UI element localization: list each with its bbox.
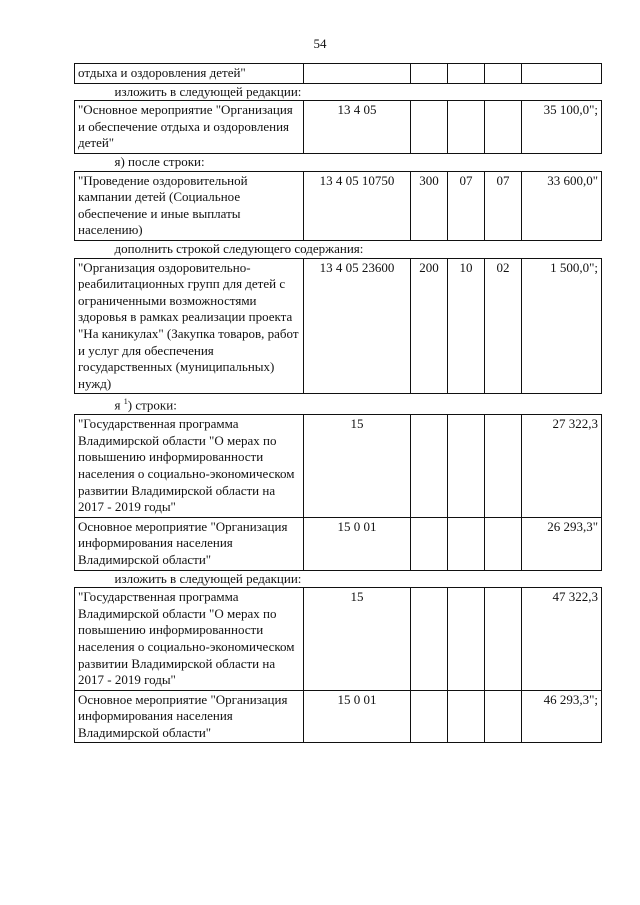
row-code: 13 4 05 10750: [304, 171, 411, 240]
row-col3: [485, 517, 522, 570]
row-code: 15: [304, 415, 411, 518]
row-col1: [411, 101, 448, 154]
row-name: "Государственная программа Владимирской области "О мерах по повышению информированности населения о социально-экономическом развитии Владимирской области на 2017 - 2019 годы": [75, 415, 304, 518]
instruction-text: я) после строки:: [75, 153, 602, 171]
row-amount: 35 100,0";: [522, 101, 602, 154]
row-col3: [485, 690, 522, 743]
row-col2: [448, 64, 485, 84]
row-name: Основное мероприятие "Организация информирования населения Владимирской области": [75, 517, 304, 570]
row-col2: [448, 690, 485, 743]
table-row: [75, 101, 602, 154]
row-col1: [411, 517, 448, 570]
row-col3: [485, 415, 522, 518]
instruction-text: изложить в следующей редакции:: [75, 570, 602, 588]
table-row: [75, 690, 602, 743]
table-row: [75, 64, 602, 84]
row-col3: [485, 64, 522, 84]
instruction-row: [75, 570, 602, 588]
row-code: 13 4 05: [304, 101, 411, 154]
page-number: 54: [313, 36, 327, 51]
row-name: Основное мероприятие "Организация информирования населения Владимирской области": [75, 690, 304, 743]
table-row: [75, 258, 602, 394]
row-amount: [522, 64, 602, 84]
row-amount: 1 500,0";: [522, 258, 602, 394]
row-code: 15 0 01: [304, 690, 411, 743]
instruction-superscript: 1: [123, 397, 128, 407]
instruction-text: дополнить строкой следующего содержания:: [75, 240, 602, 258]
row-amount: 46 293,3";: [522, 690, 602, 743]
row-col2: [448, 517, 485, 570]
row-code: 13 4 05 23600: [304, 258, 411, 394]
row-col3: [485, 101, 522, 154]
row-col1: [411, 690, 448, 743]
budget-table: [74, 63, 602, 743]
row-col3: [485, 588, 522, 691]
table-row: [75, 171, 602, 240]
row-col1: [411, 588, 448, 691]
row-amount: 26 293,3": [522, 517, 602, 570]
instruction-text: изложить в следующей редакции:: [75, 83, 602, 101]
instruction-row: [75, 153, 602, 171]
row-name: отдыха и оздоровления детей": [75, 64, 304, 84]
instruction-text: [75, 394, 602, 415]
row-col1: [411, 64, 448, 84]
instruction-row: [75, 394, 602, 415]
row-name: "Организация оздоровительно-реабилитационных групп для детей с ограниченными возможностями здоровья в рамках реализации проекта "На каникулах" (Закупка товаров, работ и услуг для обеспечения государственных (муниципальных) нужд): [75, 258, 304, 394]
instruction-letter: я: [114, 397, 121, 413]
instruction-row: [75, 83, 602, 101]
instruction-row: [75, 240, 602, 258]
row-col1: 300: [411, 171, 448, 240]
row-col2: [448, 588, 485, 691]
row-col2: [448, 415, 485, 518]
table-row: [75, 517, 602, 570]
row-name: "Проведение оздоровительной кампании детей (Социальное обеспечение и иные выплаты населению): [75, 171, 304, 240]
row-col2: [448, 101, 485, 154]
row-name: "Основное мероприятие "Организация и обеспечение отдыха и оздоровления детей": [75, 101, 304, 154]
row-amount: 27 322,3: [522, 415, 602, 518]
table-row: [75, 415, 602, 518]
row-col3: 02: [485, 258, 522, 394]
table-row: [75, 588, 602, 691]
row-code: [304, 64, 411, 84]
row-amount: 33 600,0": [522, 171, 602, 240]
row-col1: 200: [411, 258, 448, 394]
row-col2: 07: [448, 171, 485, 240]
row-col3: 07: [485, 171, 522, 240]
row-code: 15 0 01: [304, 517, 411, 570]
row-col1: [411, 415, 448, 518]
row-name: "Государственная программа Владимирской области "О мерах по повышению информированности населения о социально-экономическом развитии Владимирской области на 2017 - 2019 годы": [75, 588, 304, 691]
row-code: 15: [304, 588, 411, 691]
row-amount: 47 322,3: [522, 588, 602, 691]
row-col2: 10: [448, 258, 485, 394]
instruction-rest: ) строки:: [127, 397, 177, 413]
